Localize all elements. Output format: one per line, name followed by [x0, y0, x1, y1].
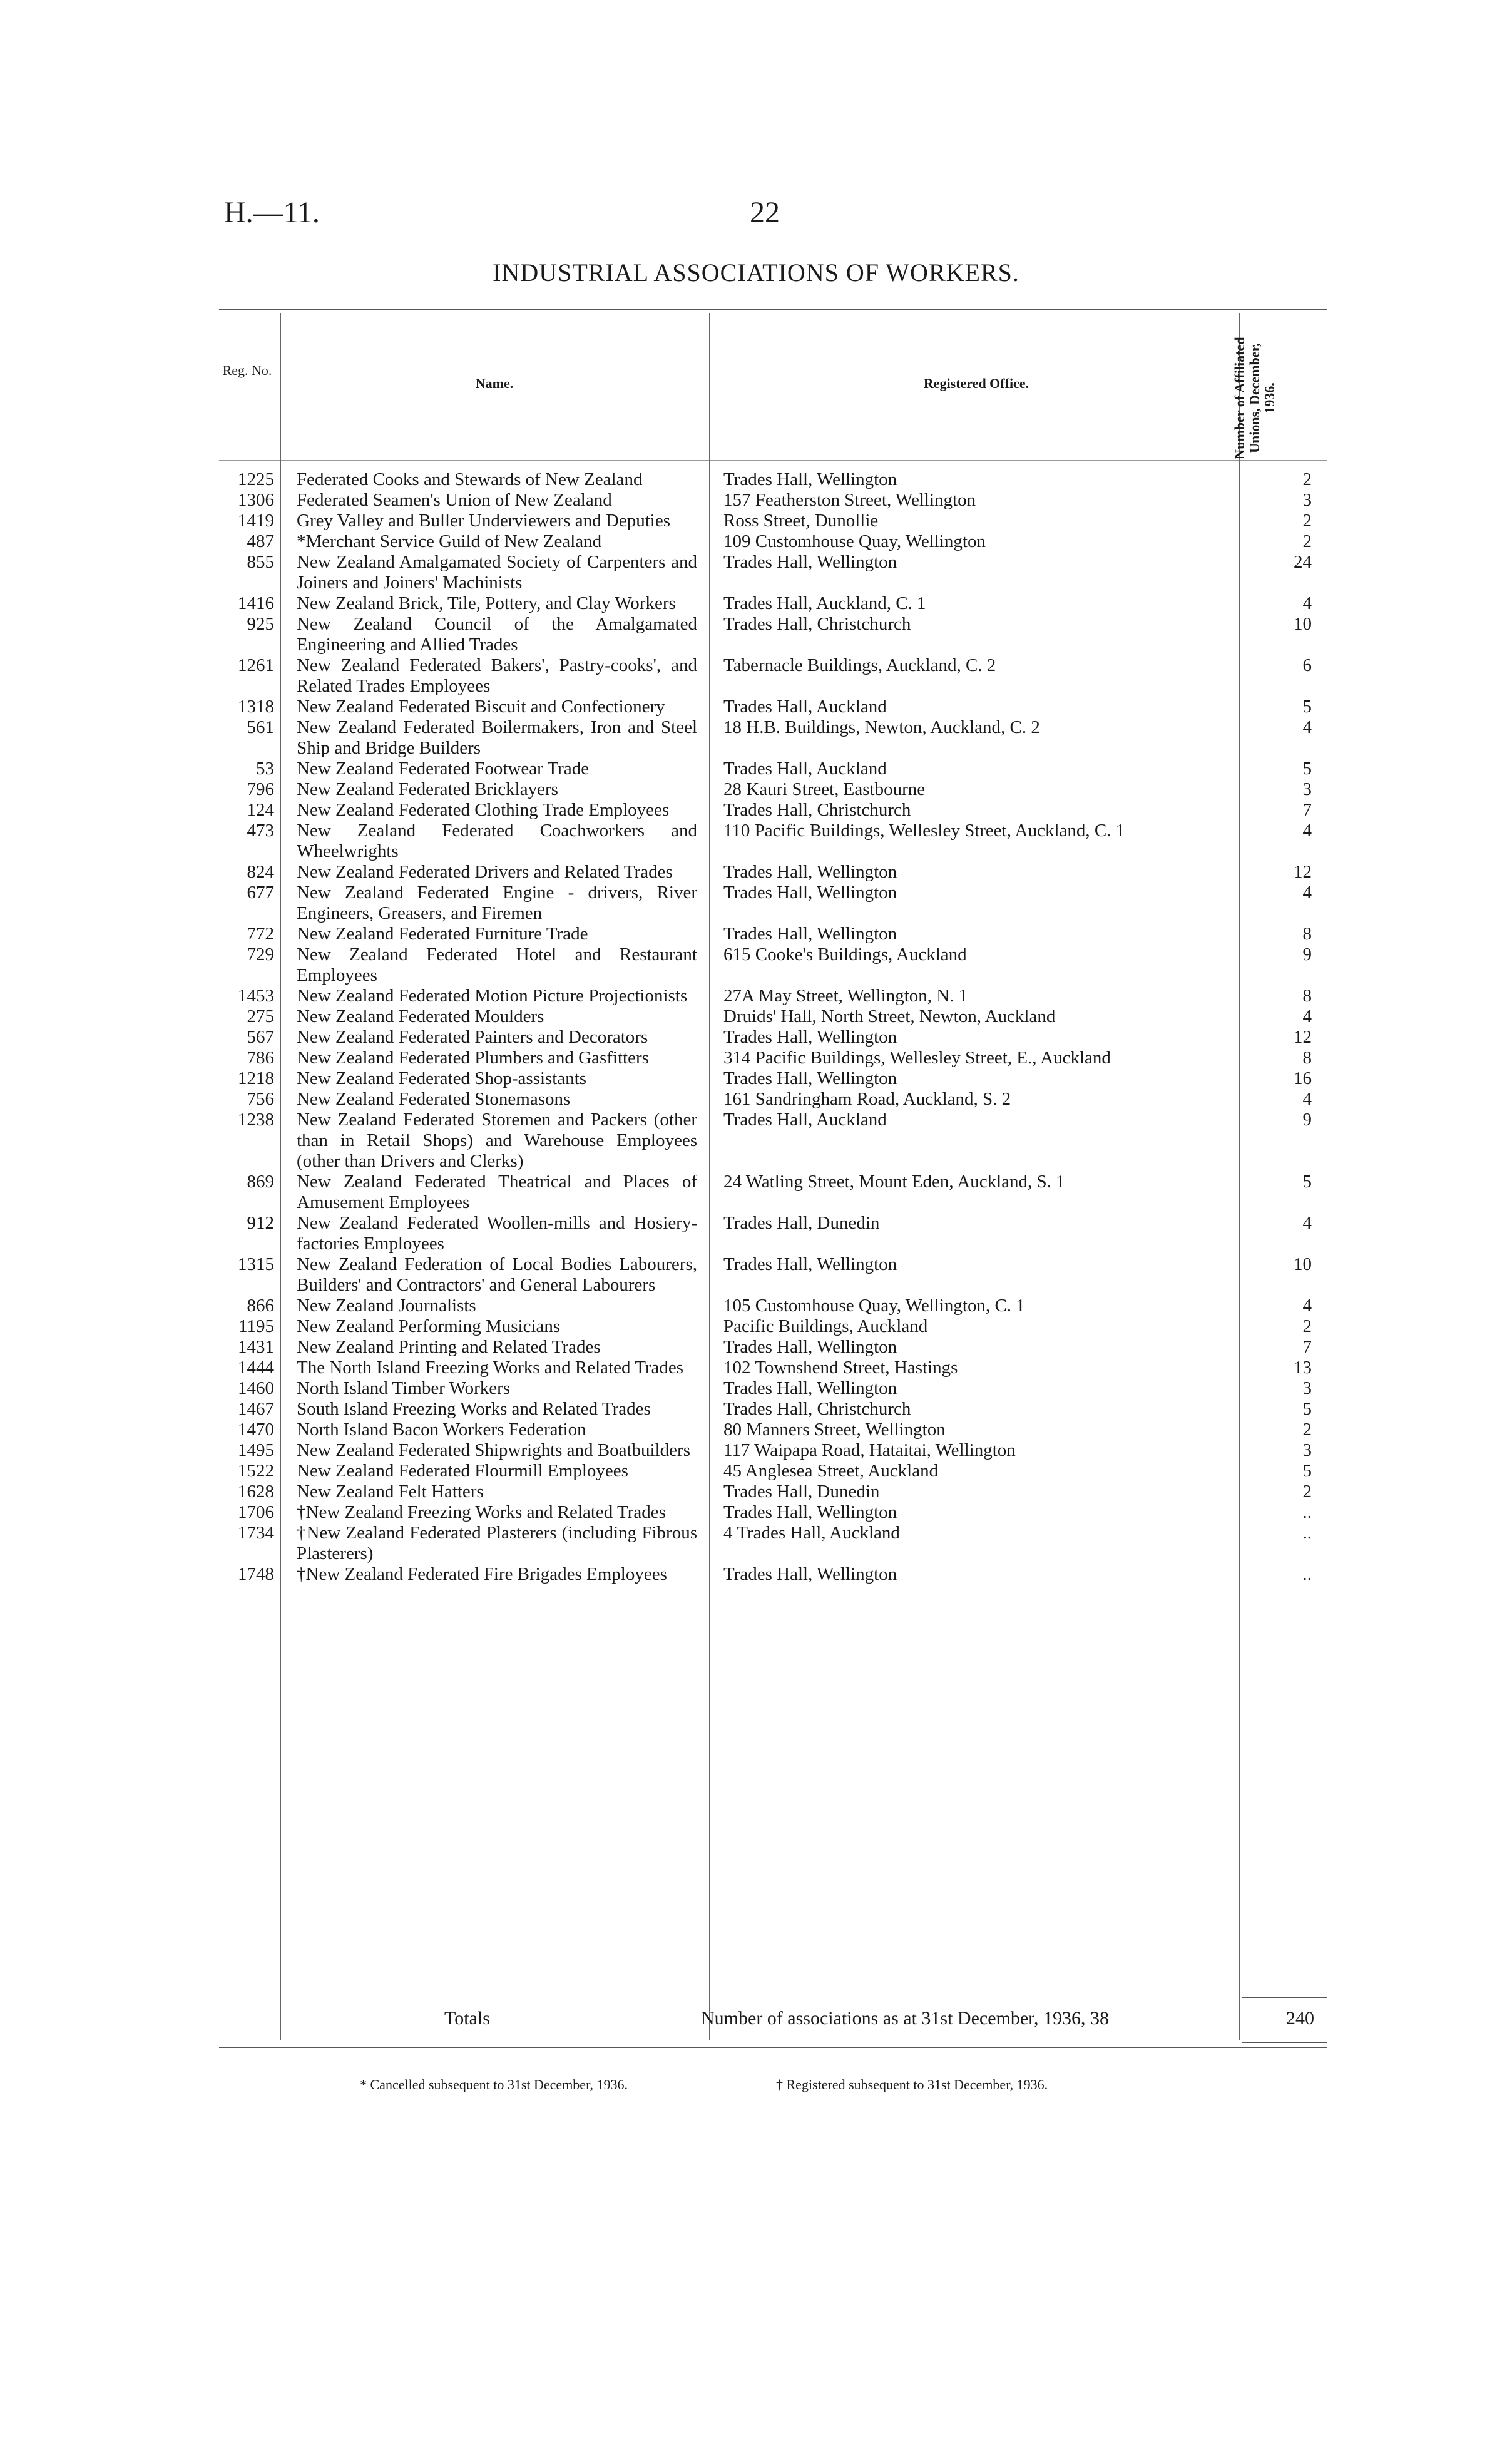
reg-number: 124 [247, 800, 274, 820]
table-row [219, 469, 1327, 490]
table-row [219, 821, 1327, 862]
reg-number: 1261 [238, 655, 274, 675]
affiliated-unions-count: 4 [1302, 1006, 1312, 1026]
registered-office: 102 Townshend Street, Hastings [723, 1358, 958, 1378]
reg-number: 855 [247, 552, 274, 572]
table-row [219, 511, 1327, 531]
reg-number: 1748 [238, 1564, 274, 1584]
affiliated-unions-count: 9 [1302, 944, 1312, 965]
affiliated-unions-count: 3 [1302, 779, 1312, 799]
association-name: Federated Seamen's Union of New Zealand [297, 490, 612, 510]
association-name: New Zealand Federated Hotel and Restaurant Employees [297, 944, 697, 985]
table-row [219, 1502, 1327, 1523]
affiliated-unions-count: 5 [1302, 1399, 1312, 1419]
registered-office: Trades Hall, Wellington [723, 1378, 897, 1398]
association-name: New Zealand Federated Bakers', Pastry-cooks', and Related Trades Employees [297, 655, 697, 696]
association-name: New Zealand Federation of Local Bodies Labourers, Builders' and Contractors' and General Labourers [297, 1254, 697, 1295]
footnote-cancelled: * Cancelled subsequent to 31st December, 1936. [360, 2077, 628, 2092]
association-name: New Zealand Federated Furniture Trade [297, 924, 588, 944]
column-header-reg-no: Reg. No. [222, 362, 272, 378]
registered-office: Tabernacle Buildings, Auckland, C. 2 [723, 655, 996, 675]
registered-office: Trades Hall, Christchurch [723, 1399, 911, 1419]
association-name: *Merchant Service Guild of New Zealand [297, 531, 602, 551]
affiliated-unions-count: 3 [1302, 1440, 1312, 1460]
table-row [219, 1089, 1327, 1110]
reg-number: 1467 [238, 1399, 274, 1419]
registered-office: 117 Waipapa Road, Hataitai, Wellington [723, 1440, 1016, 1460]
affiliated-unions-count: 8 [1302, 924, 1312, 944]
table-row [219, 1440, 1327, 1461]
affiliated-unions-count: 4 [1302, 821, 1312, 841]
table-row [219, 1564, 1327, 1585]
registered-office: 105 Customhouse Quay, Wellington, C. 1 [723, 1296, 1025, 1316]
affiliated-unions-count: 8 [1302, 1048, 1312, 1068]
reg-number: 1218 [238, 1068, 274, 1088]
table-row [219, 1296, 1327, 1316]
reg-number: 1470 [238, 1420, 274, 1440]
table-row [219, 1481, 1327, 1502]
association-name: South Island Freezing Works and Related Trades [297, 1399, 651, 1419]
affiliated-unions-count: 10 [1294, 614, 1312, 634]
table-row [219, 1378, 1327, 1399]
association-name: †New Zealand Federated Plasterers (including Fibrous Plasterers) [297, 1523, 697, 1563]
table-row [219, 1068, 1327, 1089]
reg-number: 1225 [238, 469, 274, 489]
totals-rule [1242, 1997, 1327, 1998]
reg-number: 1238 [238, 1110, 274, 1130]
reg-number: 567 [247, 1027, 274, 1047]
table-row [219, 655, 1327, 697]
table-row [219, 759, 1327, 779]
reg-number: 1706 [238, 1502, 274, 1522]
registered-office: 615 Cooke's Buildings, Auckland [723, 944, 967, 965]
affiliated-unions-count: 12 [1294, 1027, 1312, 1047]
association-name: New Zealand Federated Theatrical and Places of Amusement Employees [297, 1172, 697, 1212]
table-row [219, 593, 1327, 614]
table-row [219, 1172, 1327, 1213]
affiliated-unions-count: 4 [1302, 1089, 1312, 1109]
association-name: New Zealand Federated Drivers and Related Trades [297, 862, 673, 882]
table-row [219, 1048, 1327, 1068]
affiliated-unions-count: 2 [1302, 511, 1312, 531]
registered-office: 110 Pacific Buildings, Wellesley Street, Auckland, C. 1 [723, 821, 1125, 841]
registered-office: Trades Hall, Wellington [723, 1564, 897, 1584]
affiliated-unions-count: 3 [1302, 490, 1312, 510]
reg-number: 1195 [238, 1316, 274, 1336]
association-name: New Zealand Council of the Amalgamated Engineering and Allied Trades [297, 614, 697, 655]
association-name: †New Zealand Federated Fire Brigades Employees [297, 1564, 667, 1584]
totals-bottom-rule [1242, 2042, 1327, 2043]
reg-number: 772 [247, 924, 274, 944]
registered-office: Trades Hall, Auckland [723, 759, 887, 779]
registered-office: Trades Hall, Dunedin [723, 1213, 880, 1233]
registered-office: 18 H.B. Buildings, Newton, Auckland, C. 2 [723, 717, 1040, 737]
registered-office: 45 Anglesea Street, Auckland [723, 1461, 939, 1481]
affiliated-unions-count: 2 [1302, 469, 1312, 489]
table-row [219, 1254, 1327, 1296]
registered-office: Trades Hall, Wellington [723, 469, 897, 489]
registered-office: Trades Hall, Wellington [723, 1254, 897, 1274]
association-name: New Zealand Federated Footwear Trade [297, 759, 590, 779]
affiliated-unions-count: 13 [1294, 1358, 1312, 1378]
association-name: New Zealand Journalists [297, 1296, 476, 1316]
association-name: †New Zealand Freezing Works and Related Trades [297, 1502, 666, 1522]
table-row [219, 1027, 1327, 1048]
table-row [219, 986, 1327, 1006]
column-header-affiliated-unions: Number of Affiliated Unions, December, 1936. [1232, 337, 1277, 459]
column-header-office: Registered Office. [923, 376, 1029, 391]
affiliated-unions-count: 10 [1294, 1254, 1312, 1274]
affiliated-unions-count: 4 [1302, 883, 1312, 903]
association-name: New Zealand Federated Coachworkers and Wheelwrights [297, 821, 697, 861]
table-row [219, 1110, 1327, 1172]
affiliated-unions-count: 6 [1302, 655, 1312, 675]
reg-number: 796 [247, 779, 274, 799]
reg-number: 561 [247, 717, 274, 737]
affiliated-unions-count: .. [1302, 1564, 1312, 1584]
registered-office: Trades Hall, Auckland, C. 1 [723, 593, 926, 613]
association-name: New Zealand Federated Shipwrights and Boatbuilders [297, 1440, 690, 1460]
affiliated-unions-count: .. [1302, 1502, 1312, 1522]
reg-number: 473 [247, 821, 274, 841]
affiliated-unions-count: 9 [1302, 1110, 1312, 1130]
association-name: New Zealand Felt Hatters [297, 1481, 484, 1502]
association-name: New Zealand Federated Stonemasons [297, 1089, 571, 1109]
registered-office: Trades Hall, Christchurch [723, 614, 911, 634]
affiliated-unions-count: 12 [1294, 862, 1312, 882]
registered-office: Trades Hall, Wellington [723, 862, 897, 882]
reg-number: 925 [247, 614, 274, 634]
table-row [219, 944, 1327, 986]
association-name: New Zealand Brick, Tile, Pottery, and Clay Workers [297, 593, 676, 613]
page-number: 22 [750, 196, 780, 229]
totals-associations-count: Number of associations as at 31st December, 1936, 38 [701, 2008, 1109, 2029]
association-name: New Zealand Federated Woollen-mills and Hosiery-factories Employees [297, 1213, 697, 1254]
affiliated-unions-count: 2 [1302, 1316, 1312, 1336]
affiliated-unions-count: 2 [1302, 1481, 1312, 1502]
reg-number: 1522 [238, 1461, 274, 1481]
affiliated-unions-count: 24 [1294, 552, 1312, 572]
table-row [219, 924, 1327, 944]
registered-office: 161 Sandringham Road, Auckland, S. 2 [723, 1089, 1011, 1109]
top-rule [219, 309, 1327, 310]
registered-office: Trades Hall, Auckland [723, 1110, 887, 1130]
reg-number: 756 [247, 1089, 274, 1109]
registered-office: Trades Hall, Wellington [723, 552, 897, 572]
association-name: New Zealand Federated Shop-assistants [297, 1068, 587, 1088]
affiliated-unions-count: 4 [1302, 1213, 1312, 1233]
registered-office: Trades Hall, Auckland [723, 697, 887, 717]
reg-number: 1419 [238, 511, 274, 531]
association-name: New Zealand Federated Boilermakers, Iron and Steel Ship and Bridge Builders [297, 717, 697, 758]
registered-office: 24 Watling Street, Mount Eden, Auckland, S. 1 [723, 1172, 1065, 1192]
registered-office: 157 Featherston Street, Wellington [723, 490, 976, 510]
affiliated-unions-count: 5 [1302, 1172, 1312, 1192]
association-name: New Zealand Federated Engine - drivers, River Engineers, Greasers, and Firemen [297, 883, 697, 923]
affiliated-unions-count: 8 [1302, 986, 1312, 1006]
page-title: INDUSTRIAL ASSOCIATIONS OF WORKERS. [493, 258, 1019, 287]
registered-office: 109 Customhouse Quay, Wellington [723, 531, 986, 551]
totals-row [219, 2008, 1327, 2029]
reg-number: 866 [247, 1296, 274, 1316]
reg-number: 824 [247, 862, 274, 882]
table-row [219, 697, 1327, 717]
reg-number: 729 [247, 944, 274, 965]
registered-office: Trades Hall, Wellington [723, 924, 897, 944]
reg-number: 1431 [238, 1337, 274, 1357]
affiliated-unions-count: .. [1302, 1523, 1312, 1543]
association-name: New Zealand Federated Painters and Decorators [297, 1027, 648, 1047]
association-name: New Zealand Federated Storemen and Packers (other than in Retail Shops) and Warehouse Employees (other than Drivers and Clerks) [297, 1110, 697, 1171]
association-name: New Zealand Federated Plumbers and Gasfitters [297, 1048, 649, 1068]
table-row [219, 490, 1327, 511]
association-name: New Zealand Performing Musicians [297, 1316, 561, 1336]
reg-number: 1306 [238, 490, 274, 510]
registered-office: Trades Hall, Wellington [723, 1337, 897, 1357]
table-row [219, 862, 1327, 883]
association-name: Federated Cooks and Stewards of New Zealand [297, 469, 643, 489]
footnote-registered: † Registered subsequent to 31st December, 1936. [776, 2077, 1048, 2092]
reg-number: 275 [247, 1006, 274, 1026]
registered-office: Druids' Hall, North Street, Newton, Auckland [723, 1006, 1056, 1026]
reg-number: 1453 [238, 986, 274, 1006]
reg-number: 1460 [238, 1378, 274, 1398]
registered-office: Trades Hall, Wellington [723, 1068, 897, 1088]
affiliated-unions-count: 16 [1294, 1068, 1312, 1088]
affiliated-unions-count: 2 [1302, 1420, 1312, 1440]
registered-office: 80 Manners Street, Wellington [723, 1420, 946, 1440]
affiliated-unions-count: 2 [1302, 531, 1312, 551]
reg-number: 1734 [238, 1523, 274, 1543]
reg-number: 1444 [238, 1358, 274, 1378]
table-row [219, 883, 1327, 924]
reg-number: 912 [247, 1213, 274, 1233]
table-row [219, 1399, 1327, 1420]
association-name: North Island Timber Workers [297, 1378, 511, 1398]
affiliated-unions-count: 7 [1302, 1337, 1312, 1357]
column-header-name: Name. [475, 376, 514, 391]
reg-number: 1628 [238, 1481, 274, 1502]
association-name: New Zealand Federated Biscuit and Confectionery [297, 697, 665, 717]
table-row [219, 552, 1327, 593]
totals-number: 240 [1286, 2008, 1314, 2029]
table-row [219, 1006, 1327, 1027]
registered-office: Pacific Buildings, Auckland [723, 1316, 928, 1336]
reg-number: 1315 [238, 1254, 274, 1274]
bottom-rule [219, 2047, 1327, 2048]
table-row [219, 800, 1327, 821]
table-row [219, 717, 1327, 759]
associations-table [219, 469, 1327, 1585]
association-name: North Island Bacon Workers Federation [297, 1420, 586, 1440]
registered-office: Trades Hall, Dunedin [723, 1481, 880, 1502]
table-row [219, 1523, 1327, 1564]
association-name: New Zealand Federated Flourmill Employees [297, 1461, 628, 1481]
table-row [219, 1461, 1327, 1481]
registered-office: Trades Hall, Christchurch [723, 800, 911, 820]
registered-office: 4 Trades Hall, Auckland [723, 1523, 900, 1543]
registered-office: Trades Hall, Wellington [723, 1502, 897, 1522]
association-name: New Zealand Federated Moulders [297, 1006, 544, 1026]
reg-number: 786 [247, 1048, 274, 1068]
association-name: The North Island Freezing Works and Related Trades [297, 1358, 684, 1378]
affiliated-unions-count: 7 [1302, 800, 1312, 820]
affiliated-unions-count: 5 [1302, 697, 1312, 717]
header-bottom-rule [219, 460, 1327, 461]
affiliated-unions-count: 4 [1302, 1296, 1312, 1316]
reg-number: 1318 [238, 697, 274, 717]
reg-number: 487 [247, 531, 274, 551]
reg-number: 53 [256, 759, 274, 779]
affiliated-unions-count: 4 [1302, 593, 1312, 613]
reg-number: 1495 [238, 1440, 274, 1460]
association-name: New Zealand Federated Clothing Trade Employees [297, 800, 670, 820]
association-name: New Zealand Federated Motion Picture Projectionists [297, 986, 688, 1006]
registered-office: Trades Hall, Wellington [723, 883, 897, 903]
registered-office: 314 Pacific Buildings, Wellesley Street, E., Auckland [723, 1048, 1111, 1068]
association-name: New Zealand Amalgamated Society of Carpenters and Joiners and Joiners' Machinists [297, 552, 697, 593]
registered-office: Trades Hall, Wellington [723, 1027, 897, 1047]
totals-label: Totals [444, 2008, 490, 2029]
table-row [219, 1316, 1327, 1337]
table-row [219, 1337, 1327, 1358]
affiliated-unions-count: 4 [1302, 717, 1312, 737]
affiliated-unions-count: 3 [1302, 1378, 1312, 1398]
reg-number: 677 [247, 883, 274, 903]
association-name: Grey Valley and Buller Underviewers and Deputies [297, 511, 671, 531]
table-row [219, 531, 1327, 552]
association-name: New Zealand Printing and Related Trades [297, 1337, 601, 1357]
table-row [219, 779, 1327, 800]
table-row [219, 614, 1327, 655]
reg-number: 869 [247, 1172, 274, 1192]
page-header [224, 195, 1319, 245]
document-reference: H.—11. [224, 196, 320, 229]
affiliated-unions-count: 5 [1302, 1461, 1312, 1481]
table-row [219, 1213, 1327, 1254]
registered-office: Ross Street, Dunollie [723, 511, 879, 531]
table-row [219, 1420, 1327, 1440]
table-row [219, 1358, 1327, 1378]
registered-office: 28 Kauri Street, Eastbourne [723, 779, 926, 799]
affiliated-unions-count: 5 [1302, 759, 1312, 779]
reg-number: 1416 [238, 593, 274, 613]
association-name: New Zealand Federated Bricklayers [297, 779, 558, 799]
registered-office: 27A May Street, Wellington, N. 1 [723, 986, 968, 1006]
